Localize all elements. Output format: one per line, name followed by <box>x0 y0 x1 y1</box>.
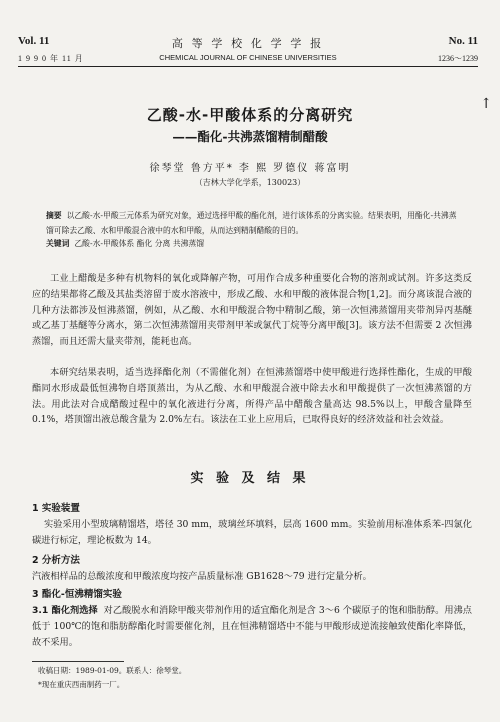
running-subheader <box>18 53 478 65</box>
journal-name-en: CHEMICAL JOURNAL OF CHINESE UNIVERSITIES <box>159 53 337 62</box>
subsection-3-1-text: 对乙酸脱水和消除甲酸夹带剂作用的适宜酯化剂是含 3～6 个碳原子的饱和脂肪醇。用沸点低于 100℃的饱和脂肪醇酯化时需要催化剂，且在恒沸精馏塔中不能与甲酸形成逆流接触致使酯化率降低，故不采用。 <box>32 605 472 648</box>
subsection-3-text <box>32 603 472 651</box>
affiliation: （吉林大学化学系，130023） <box>194 178 306 187</box>
running-header <box>18 35 478 51</box>
subsection-3-heading: 3 酯化-恒沸精馏实验 <box>32 589 122 600</box>
keywords-label: 关键词 <box>46 239 70 248</box>
publication-date: 1 9 9 0 年 11 月 <box>18 54 84 63</box>
keywords-text: 乙酸-水-甲酸体系 酯化 分离 共沸蒸馏 <box>74 239 205 248</box>
volume-label: Vol. 11 <box>18 35 50 47</box>
abstract <box>46 208 460 238</box>
subsection-1-heading: 1 实验装置 <box>32 503 80 514</box>
footnote-received: 收稿日期：1989-01-09。联系人：徐琴堂。 <box>38 666 187 675</box>
keywords <box>46 238 460 250</box>
journal-name-cn: 高 等 学 校 化 学 学 报 <box>171 38 325 50</box>
subsection-1-text: 实验采用小型玻璃精馏塔，塔径 30 mm，玻璃丝环填料，层高 1600 mm。实验前用标准体系苯-四氯化碳进行标定，理论板数为 14。 <box>32 519 472 546</box>
footnote-present-address: *现在重庆西南制药一厂。 <box>38 680 125 689</box>
intro-paragraph-2: 本研究结果表明，适当选择酯化剂（不需催化剂）在恒沸蒸馏塔中使甲酸进行选择性酯化，生成的甲酸酯同水形成最低恒沸物自塔顶蒸出，为从乙酸、水和甲酸混合液中除去水和甲酸提供了一次恒沸蒸馏的方法。用此法对合成醋酸过程中的氧化液进行分离，所得产品中醋酸含量高达 98.5%以上，甲酸含量降至 0.1%，塔顶馏出液总酸含量为 2.0%左右。该法在工业上应用后，已取得良好的经济效益和社会效益。 <box>32 367 472 426</box>
margin-mark: ↑ <box>480 96 492 112</box>
abstract-label: 摘要 <box>46 211 62 220</box>
subsection-3-1-heading: 3.1 酯化剂选择 <box>32 605 98 616</box>
header-rule <box>18 66 478 67</box>
article-subtitle: ——酯化-共沸蒸馏精制醋酸 <box>172 129 328 144</box>
subsection-2-text: 汽液相样品的总酸浓度和甲酸浓度均按产品质量标准 GB1628～79 进行定量分析。 <box>32 571 372 582</box>
author-list: 徐琴堂 鲁方平* 李 熙 罗德仪 蒋富明 <box>149 163 351 174</box>
page-range: 1236～1239 <box>438 54 478 63</box>
section-heading: 实 验 及 结 果 <box>190 471 310 486</box>
abstract-text: 以乙酸-水-甲酸三元体系为研究对象，通过选择甲酸的酯化剂，进行该体系的分离实验。结果表明，用酯化-共沸蒸馏可除去乙酸、水和甲酸混合液中的水和甲酸，从而达到精制醋酸的目的。 <box>46 211 457 235</box>
intro-paragraph-1: 工业上醋酸是多种有机物料的氧化或降解产物，可用作合成多种重要化合物的溶剂或试剂。许多这类反应的结果都将乙酸及其盐类溶留于废水溶液中，形成乙酸、水和甲酸的液体混合物[1,2]。而分离该混合液的几种方法都涉及恒沸蒸馏，例如，从乙酸、水和甲酸混合物中精制乙酸，第一次恒沸蒸馏用夹带剂异丙基醚或乙基丁基醚等分离水，第二次恒沸蒸馏用夹带剂甲苯或氯代丁烷等分离甲酸[3]。该方法不但需要 2 次恒沸蒸馏，而且还需大量夹带剂，能耗也高。 <box>32 273 472 348</box>
footnote-rule <box>32 661 124 662</box>
issue-label: No. 11 <box>448 35 478 47</box>
subsection-2-heading: 2 分析方法 <box>32 555 80 566</box>
article-title: 乙酸-水-甲酸体系的分离研究 <box>146 106 354 124</box>
